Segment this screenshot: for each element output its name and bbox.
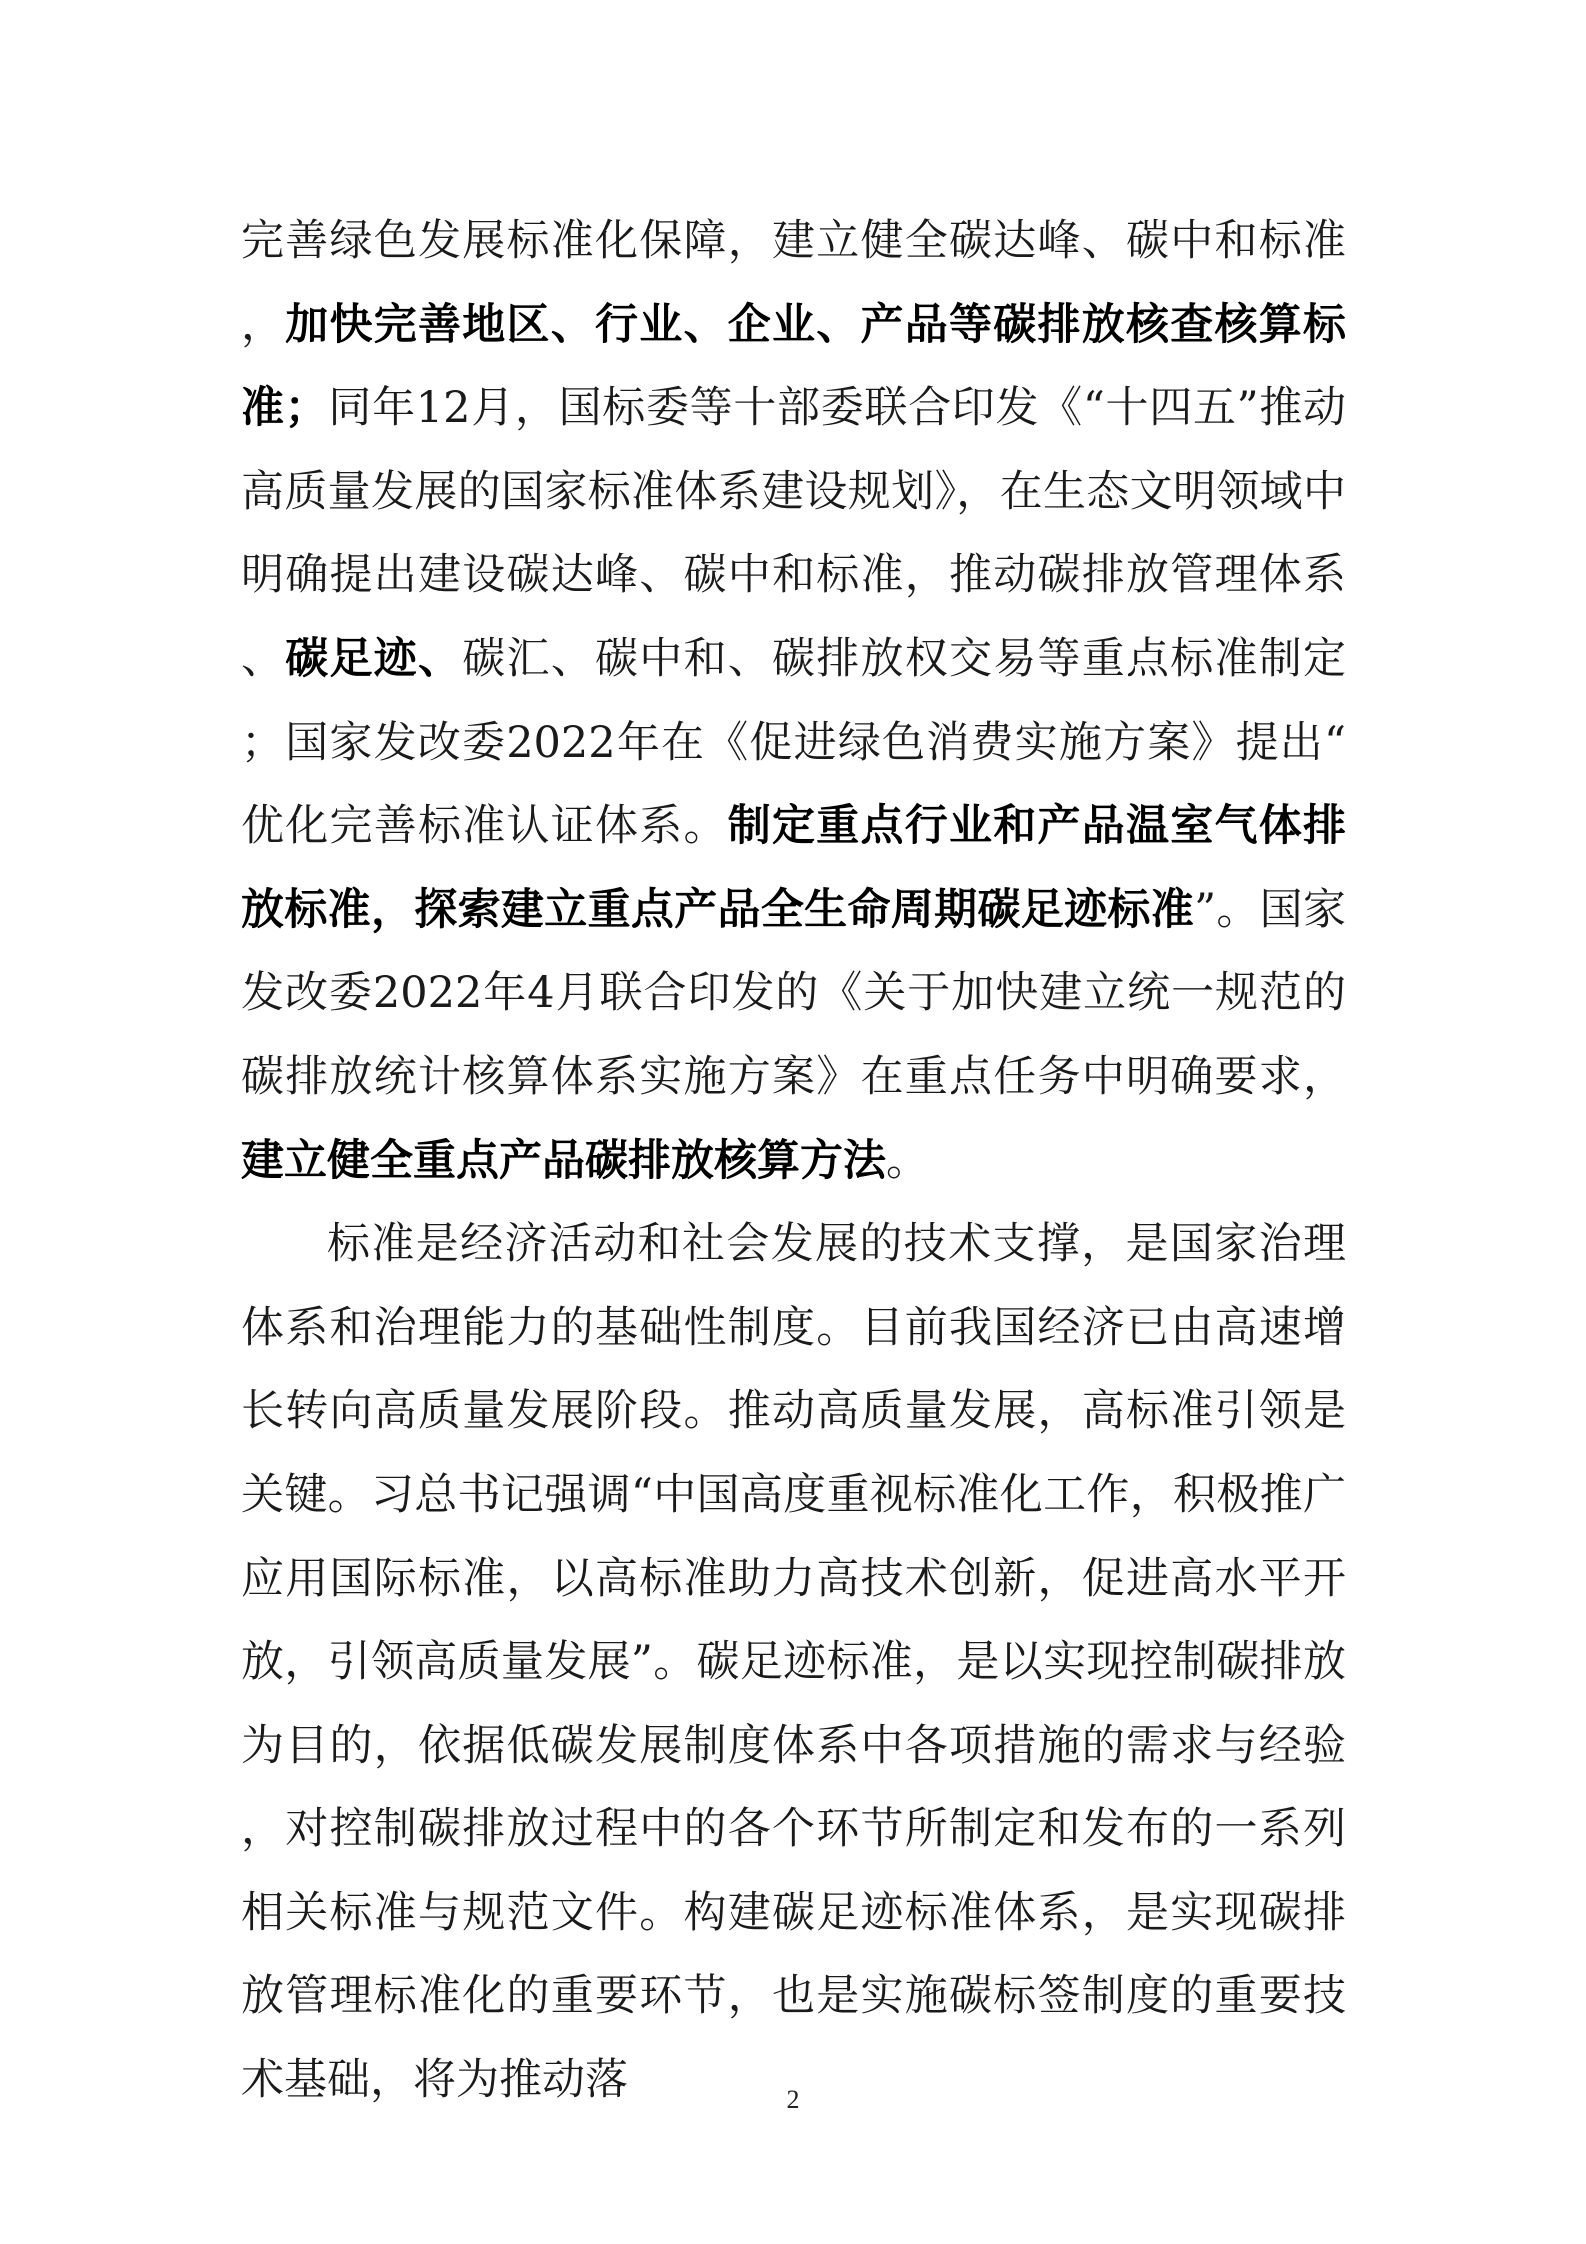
bold-text-segment: 制定重点行业和产品温室气体排放标准，探索建立重点产品全生命周期碳足迹标准	[241, 801, 1346, 935]
text-segment: 完善绿色发展标准化保障，建立健全碳达峰、碳中和标准，	[241, 216, 1346, 350]
text-segment: 同年12月，国标委等十部委联合印发《“十四五”推动高质量发展的国家标准体系建设规划》，在生态文明领域中明确提出建设碳达峰、碳中和标准，推动碳排放管理体系、	[241, 383, 1347, 684]
bold-text-segment: 碳足迹、	[285, 633, 463, 684]
page-body	[241, 200, 1346, 2123]
text-segment: 碳汇、碳中和、碳排放权交易等重点标准制定；国家发改委2022年在《促进绿色消费实施方案》提出“优化完善标准认证体系。	[241, 633, 1346, 852]
text-segment: 。	[886, 1135, 929, 1186]
page-number: 2	[786, 2085, 800, 2114]
text-segment: ”。国家发改委2022年4月联合印发的《关于加快建立统一规范的碳排放统计核算体系实施方案》在重点任务中明确要求，	[241, 884, 1347, 1102]
bold-text-segment: 建立健全重点产品碳排放核算方法	[241, 1135, 886, 1186]
paragraph-policy-background	[241, 200, 1346, 1203]
bold-text-segment: 加快完善地区、行业、企业、产品等碳排放核查核算标准；	[241, 299, 1346, 434]
paragraph-standards-significance	[241, 1203, 1346, 2123]
text-segment: 标准是经济活动和社会发展的技术支撑，是国家治理体系和治理能力的基础性制度。目前我国经济已由高速增长转向高质量发展阶段。推动高质量发展，高标准引领是关键。习总书记强调“中国高度重视标准化工作，积极推广应用国际标准，以高标准助力高技术创新，促进高水平开放，引领高质量发展”。碳足迹标准，是以实现控制碳排放为目的，依据低碳发展制度体系中各项措施的需求与经验，对控制碳排放过程中的各个环节所制定和发布的一系列相关标准与规范文件。构建碳足迹标准体系，是实现碳排放管理标准化的重要环节，也是实施碳标签制度的重要技术基础，将为推动落	[241, 1219, 1346, 2106]
